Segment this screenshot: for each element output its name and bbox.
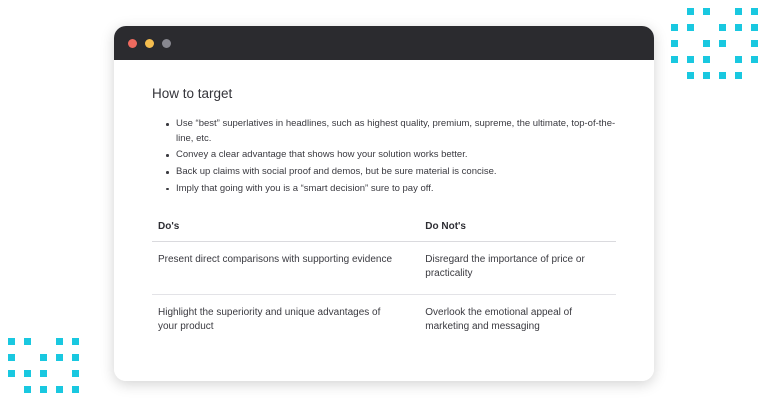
decorative-dot [751,40,758,47]
decorative-dot [56,386,63,393]
decorative-dot [751,8,758,15]
decorative-dot [671,72,678,79]
dos-and-donts-table [152,217,616,347]
page-title: How to target [152,86,233,101]
decorative-dot [72,338,79,345]
decorative-dot [703,8,710,15]
decorative-dot [8,386,15,393]
decorative-dot [703,40,710,47]
table-row [152,294,616,347]
bullet-list [152,117,616,197]
decorative-dot [751,72,758,79]
decorative-dot [8,370,15,377]
table-header-row [152,217,616,242]
decorative-dot [40,370,47,377]
decorative-dot-grid-bottom-left [8,338,79,393]
list-item: Use “best” superlatives in headlines, such as highest quality, premium, supreme, the ultimate, top-of-the-line, etc. [168,117,616,146]
decorative-dot [72,386,79,393]
decorative-dot [703,72,710,79]
decorative-dot [687,56,694,63]
decorative-dot [735,72,742,79]
decorative-dot [40,338,47,345]
minimize-window-button[interactable] [145,39,154,48]
maximize-window-button[interactable] [162,39,171,48]
decorative-dot [56,338,63,345]
decorative-dot [8,354,15,361]
table-row [152,241,616,294]
decorative-dot [24,370,31,377]
decorative-dot [735,56,742,63]
decorative-dot [671,8,678,15]
decorative-dot [24,338,31,345]
decorative-dot [72,354,79,361]
window-controls [128,39,171,48]
table-cell-dont: Overlook the emotional appeal of marketing and messaging [425,306,573,333]
close-window-button[interactable] [128,39,137,48]
table-cell-dont: Disregard the importance of price or practicality [419,241,616,294]
decorative-dot [751,56,758,63]
table-cell-do: Highlight the superiority and unique advantages of your product [158,306,381,333]
decorative-dot [671,40,678,47]
decorative-dot [687,24,694,31]
decorative-dot [735,24,742,31]
decorative-dot [671,56,678,63]
decorative-dot [40,354,47,361]
decorative-dot [687,8,694,15]
decorative-dot [24,354,31,361]
decorative-dot [687,40,694,47]
decorative-dot [719,24,726,31]
window-titlebar [114,26,654,60]
document-content [114,60,654,381]
list-item: Imply that going with you is a “smart decision” sure to pay off. [168,182,616,197]
decorative-dot [671,24,678,31]
decorative-dot [719,40,726,47]
browser-window [114,26,654,381]
decorative-dot [719,56,726,63]
decorative-dot [735,8,742,15]
list-item: Back up claims with social proof and demos, but be sure material is concise. [168,165,616,180]
decorative-dot [735,40,742,47]
decorative-dot [56,370,63,377]
decorative-dot [703,24,710,31]
decorative-dot [8,338,15,345]
decorative-dot [719,72,726,79]
decorative-dot [687,72,694,79]
column-header-donts: Do Not's [419,217,616,242]
decorative-dot [719,8,726,15]
table-cell-do: Present direct comparisons with supporting evidence [152,241,419,294]
column-header-dos: Do's [152,217,419,242]
decorative-dot [56,354,63,361]
decorative-dot [703,56,710,63]
decorative-dot [72,370,79,377]
decorative-dot-grid-top-right [671,8,758,79]
decorative-dot [751,24,758,31]
decorative-dot [40,386,47,393]
decorative-dot [24,386,31,393]
list-item: Convey a clear advantage that shows how your solution works better. [168,148,616,163]
